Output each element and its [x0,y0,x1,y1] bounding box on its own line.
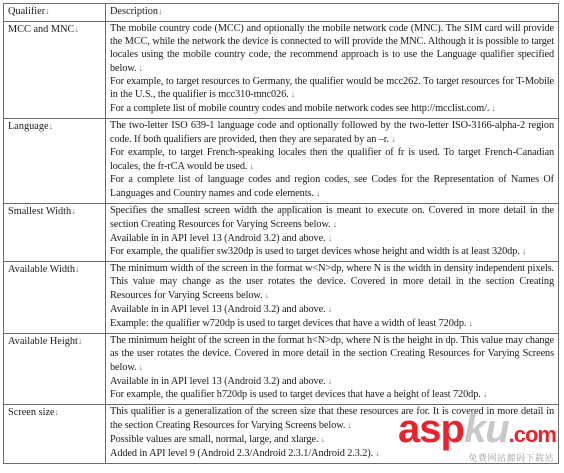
table-row-available-width [4,262,559,334]
table-header-row [4,4,559,22]
description-paragraph: The mobile country code (MCC) and optionally the mobile network code (MNC). The SIM card will provide the MCC, while the network the device is connected to will provide the MNC. Although it is possible to target locales using the mobile country code, the recommend approach is to use the Language qualifier specified below. ↓ [110,22,554,74]
description-paragraph: Available in in API level 13 (Android 3.2) and above. ↓ [110,232,333,244]
description-paragraph: The minimum height of the screen in the format h<N>dp, where N is the height in dp. This value may change as the user rotates the device. Covered in more detail in the section Creating Resources for Varying Screens below. ↓ [110,334,554,373]
header-qualifier: Qualifier↓ [4,4,106,22]
description-paragraph: The two-letter ISO 639-1 language code and optionally followed by the two-letter ISO-3166-alpha-2 region code. If both qualifiers are provided, then they are separated by an –r. ↓ [110,120,554,146]
header-description: Description↓ [106,4,559,22]
qualifier-cell: Smallest Width↓ [4,203,106,262]
description-cell [106,203,559,262]
description-cell [106,119,559,203]
description-paragraph: For example, the qualifier sw320dp is used to target devices whose height and width is at least 320dp. ↓ [110,246,527,258]
watermark-subtitle: 免费网站源码下载站 [468,453,554,463]
description-paragraph: For a complete list of mobile country codes and mobile network codes see http://mcclist.com/. ↓ [110,103,496,115]
qualifier-cell: Available Width↓ [4,262,106,334]
description-paragraph: Example: the qualifier w720dp is used to target devices that have a width of least 720dp. ↓ [110,317,473,329]
description-cell [106,262,559,334]
description-paragraph: Added in API level 9 (Android 2.3/Android 2.3.1/Android 2.3.2). ↓ [110,448,380,460]
qualifier-cell: Language↓ [4,119,106,203]
description-paragraph: Specifies the smallest screen width the application is meant to execute on. Covered in more detail in the section Creating Resources for Varying Screens below. ↓ [110,204,554,230]
description-paragraph: This qualifier is a generalization of the screen size that these resources are for. It is covered in more detail in the section Creating Resources for Varying Screens below. ↓ [110,406,554,432]
description-paragraph: For a complete list of language codes and region codes, see Codes for the Representation of Names Of Languages and Country names and code elements. ↓ [110,173,554,199]
table-row-mcc-mnc [4,21,559,118]
qualifier-cell: Available Height↓ [4,333,106,405]
description-cell [106,21,559,118]
description-paragraph: For example, to target resources to Germany, the qualifier would be mcc262. To target resources for T-Mobile in the U.S., the qualifier is mcc310-mnc026. ↓ [110,75,554,101]
table-row-language [4,119,559,203]
qualifier-cell: Screen size↓ [4,405,106,464]
description-cell [106,333,559,405]
table-row-smallest-width [4,203,559,262]
table-row-available-height [4,333,559,405]
description-paragraph: Available in in API level 13 (Android 3.2) and above. ↓ [110,375,333,387]
description-paragraph: For example, the qualifier h720dp is used to target devices that have a height of least 720dp. ↓ [110,389,488,401]
description-paragraph: The minimum width of the screen in the format w<N>dp, where N is the width in density independent pixels. This value may change as the user rotates the device. Covered in more detail in the section Creating Resources for Varying Screens below. ↓ [110,263,554,302]
qualifier-cell: MCC and MNC↓ [4,21,106,118]
description-paragraph: For example, to target French-speaking locales then the qualifier of fr is used. To target French-Canadian locales, the fr-rCA would be used. ↓ [110,147,554,172]
description-paragraph: Possible values are small, normal, large, and xlarge. ↓ [110,434,326,446]
watermark-logo: aspku.com 免费网站源码下载站 [398,407,556,463]
description-paragraph: Available in in API level 13 (Android 3.2) and above. ↓ [110,304,333,316]
qualifier-table [3,3,559,464]
